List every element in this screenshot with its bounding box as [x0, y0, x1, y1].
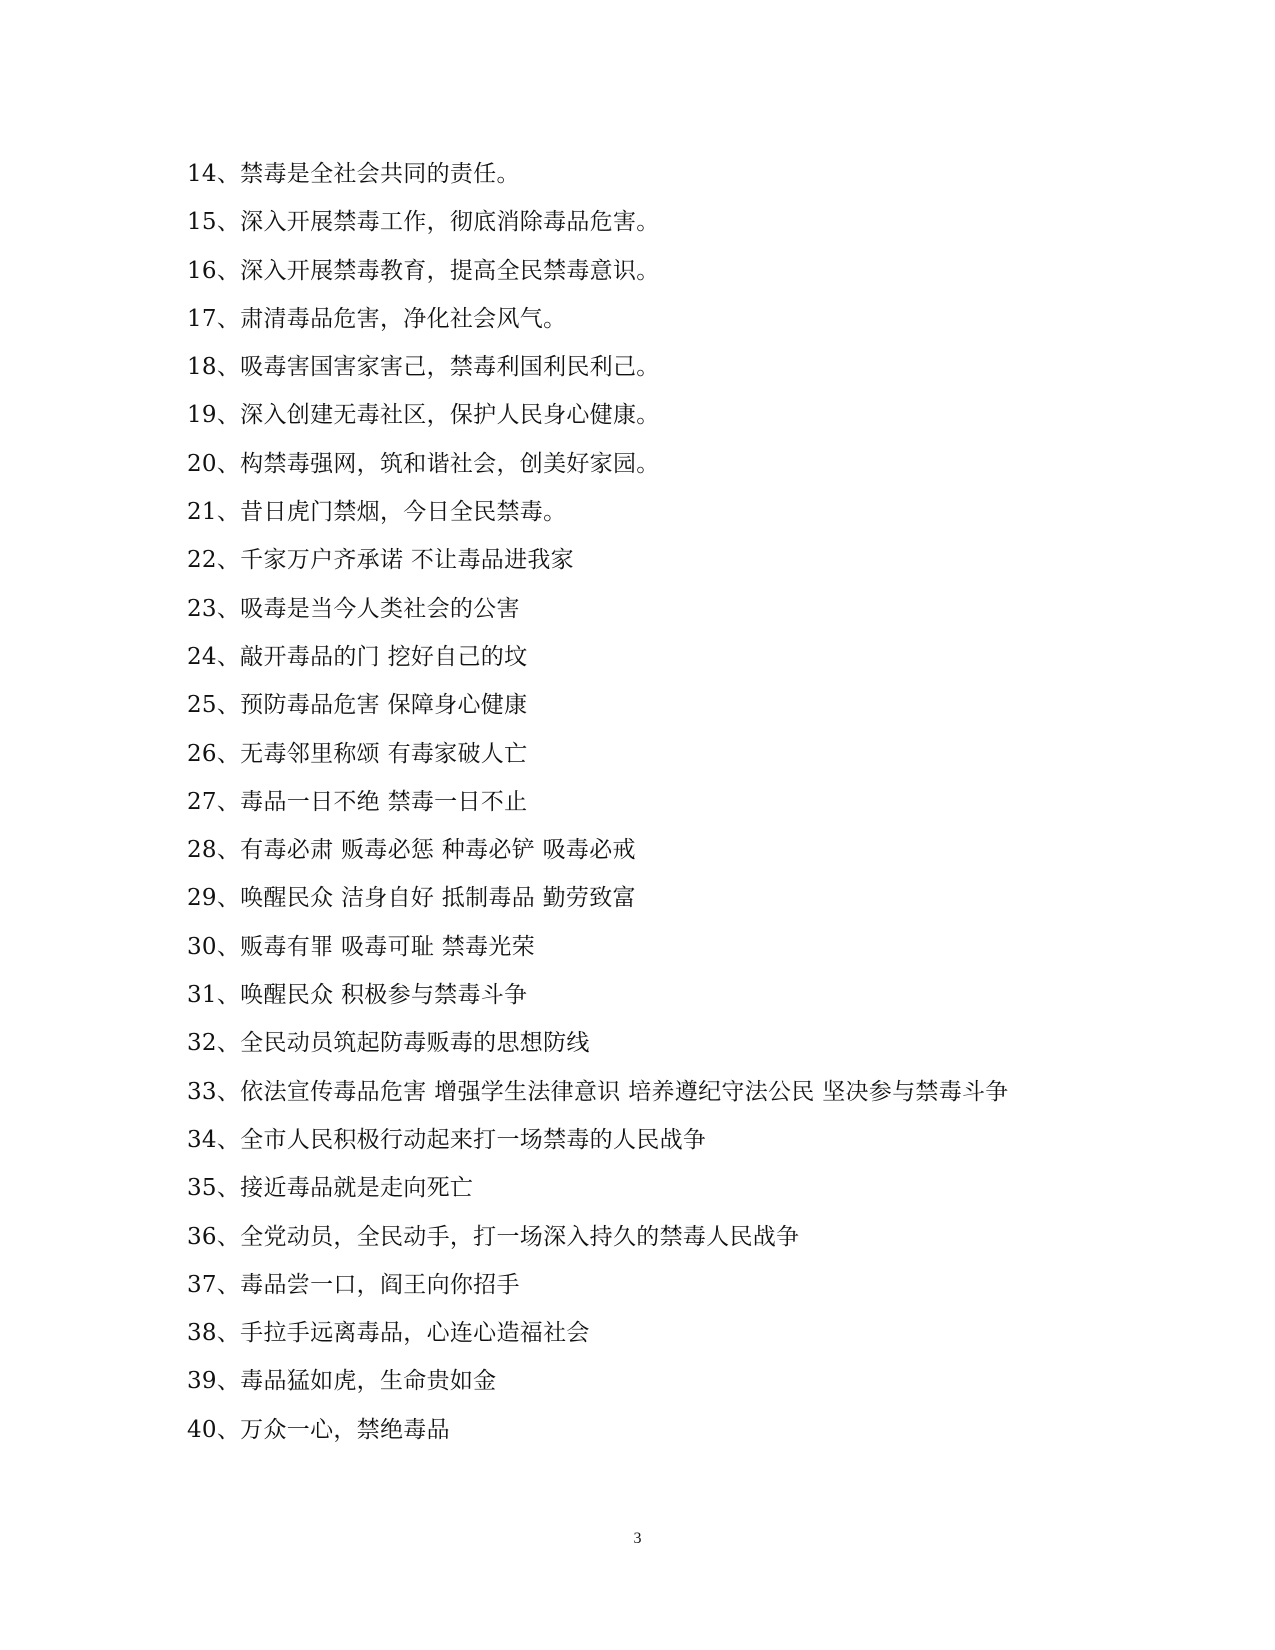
slogan-item: 20、构禁毒强网，筑和谐社会，创美好家园。 [187, 450, 660, 477]
slogan-item: 21、昔日虎门禁烟，今日全民禁毒。 [187, 499, 567, 526]
slogan-item: 24、敲开毒品的门 挖好自己的坟 [187, 643, 528, 670]
slogan-item: 26、无毒邻里称颂 有毒家破人亡 [187, 740, 528, 767]
slogan-item: 15、深入开展禁毒工作，彻底消除毒品危害。 [187, 209, 660, 236]
slogan-item: 19、深入创建无毒社区，保护人民身心健康。 [187, 402, 660, 429]
slogan-item: 22、千家万户齐承诺 不让毒品进我家 [187, 547, 574, 574]
slogan-item: 18、吸毒害国害家害己，禁毒利国利民利己。 [187, 354, 660, 381]
slogan-item: 33、依法宣传毒品危害 增强学生法律意识 培养遵纪守法公民 坚决参与禁毒斗争 [187, 1078, 1009, 1105]
slogan-item: 34、全市人民积极行动起来打一场禁毒的人民战争 [187, 1126, 707, 1153]
slogan-list [187, 150, 1187, 1454]
slogan-item: 31、唤醒民众 积极参与禁毒斗争 [187, 982, 528, 1009]
slogan-item: 40、万众一心，禁绝毒品 [187, 1416, 450, 1443]
slogan-item: 30、贩毒有罪 吸毒可耻 禁毒光荣 [187, 933, 535, 960]
slogan-item: 39、毒品猛如虎，生命贵如金 [187, 1368, 497, 1395]
slogan-item: 36、全党动员，全民动手，打一场深入持久的禁毒人民战争 [187, 1223, 800, 1250]
slogan-item: 25、预防毒品危害 保障身心健康 [187, 692, 528, 719]
page-number: 3 [633, 1530, 642, 1547]
slogan-item: 32、全民动员筑起防毒贩毒的思想防线 [187, 1030, 590, 1057]
slogan-item: 28、有毒必肃 贩毒必惩 种毒必铲 吸毒必戒 [187, 837, 636, 864]
slogan-item: 35、接近毒品就是走向死亡 [187, 1175, 474, 1202]
slogan-item: 27、毒品一日不绝 禁毒一日不止 [187, 788, 528, 815]
slogan-item: 37、毒品尝一口，阎王向你招手 [187, 1271, 520, 1298]
slogan-item: 14、禁毒是全社会共同的责任。 [187, 161, 520, 187]
slogan-item: 16、深入开展禁毒教育，提高全民禁毒意识。 [187, 257, 660, 284]
slogan-item: 38、手拉手远离毒品，心连心造福社会 [187, 1320, 590, 1347]
slogan-item: 23、吸毒是当今人类社会的公害 [187, 595, 520, 622]
slogan-item: 17、肃清毒品危害，净化社会风气。 [187, 305, 567, 332]
slogan-item: 29、唤醒民众 洁身自好 抵制毒品 勤劳致富 [187, 885, 636, 912]
